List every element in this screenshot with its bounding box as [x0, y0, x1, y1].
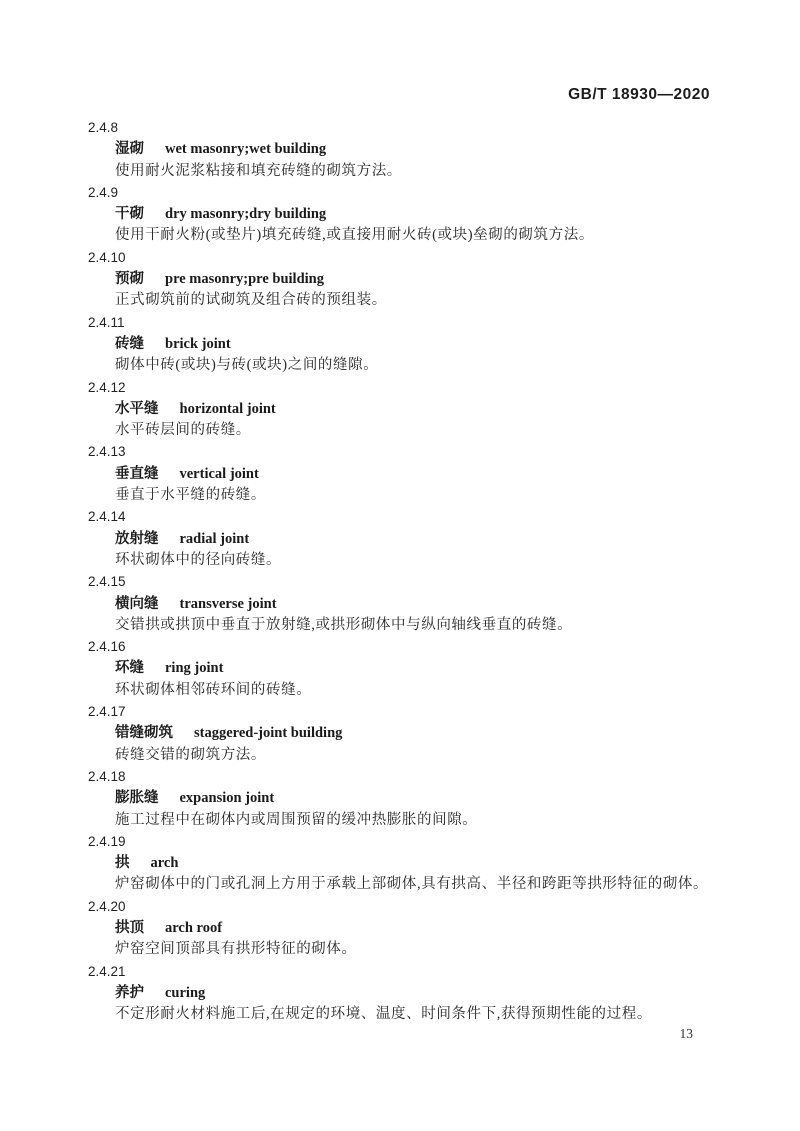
- term-line: [88, 982, 716, 1004]
- term-chinese: 拱顶: [115, 919, 144, 936]
- term-entry: [88, 636, 716, 701]
- term-english: transverse joint: [179, 595, 277, 612]
- term-definition: 施工过程中在砌体内或周围预留的缓冲热膨胀的间隙。: [115, 811, 478, 828]
- term-definition: 炉窑砌体中的门或孔洞上方用于承载上部砌体,具有拱高、半径和跨距等拱形特征的砌体。: [115, 876, 709, 893]
- term-definition: 正式砌筑前的试砌筑及组合砖的预组装。: [115, 292, 387, 309]
- term-line: [88, 657, 716, 679]
- term-chinese: 拱: [115, 855, 130, 872]
- term-english: ring joint: [165, 660, 224, 677]
- term-line: [88, 333, 716, 355]
- term-entry: [88, 831, 716, 896]
- term-number: 2.4.21: [88, 963, 126, 979]
- term-english: curing: [165, 984, 206, 1001]
- term-line: [88, 593, 716, 615]
- term-english: dry masonry;dry building: [165, 206, 327, 223]
- term-chinese: 膨胀缝: [115, 790, 159, 807]
- term-definition: 垂直于水平缝的砖缝。: [115, 487, 266, 504]
- term-definition: 使用耐火泥浆粘接和填充砖缝的砌筑方法。: [115, 162, 402, 179]
- term-entry: [88, 766, 716, 831]
- term-english: pre masonry;pre building: [165, 271, 324, 288]
- term-entry: [88, 312, 716, 377]
- term-number: 2.4.12: [88, 379, 126, 395]
- term-number: 2.4.15: [88, 574, 126, 590]
- term-number: 2.4.16: [88, 639, 126, 655]
- term-entry: [88, 896, 716, 961]
- term-number: 2.4.17: [88, 704, 126, 720]
- term-entry: [88, 506, 716, 571]
- term-line: [88, 268, 716, 290]
- term-chinese: 环缝: [115, 660, 144, 677]
- term-number: 2.4.8: [88, 120, 119, 135]
- term-chinese: 砖缝: [115, 335, 144, 352]
- term-entry: [88, 961, 716, 1026]
- term-english: vertical joint: [179, 465, 259, 482]
- term-definition: 使用干耐火粉(或垫片)填充砖缝,或直接用耐火砖(或块)垒砌的砌筑方法。: [115, 227, 594, 244]
- term-number: 2.4.20: [88, 898, 126, 914]
- term-definition: 不定形耐火材料施工后,在规定的环境、温度、时间条件下,获得预期性能的过程。: [115, 1006, 652, 1023]
- term-line: [88, 722, 716, 744]
- term-line: [88, 138, 716, 160]
- term-number: 2.4.11: [88, 314, 125, 330]
- term-definition: 水平砖层间的砖缝。: [115, 422, 251, 439]
- terms-list: [88, 117, 716, 1025]
- term-number: 2.4.18: [88, 768, 126, 784]
- term-entry: [88, 701, 716, 766]
- term-chinese: 横向缝: [115, 595, 159, 612]
- term-chinese: 干砌: [115, 206, 144, 223]
- term-entry: [88, 571, 716, 636]
- standard-code-header: GB/T 18930—2020: [568, 86, 710, 103]
- term-number: 2.4.14: [88, 509, 126, 525]
- term-line: [88, 463, 716, 485]
- term-chinese: 放射缝: [115, 530, 159, 547]
- page-number: 13: [679, 1026, 693, 1041]
- term-number: 2.4.19: [88, 833, 126, 849]
- term-number: 2.4.10: [88, 249, 126, 265]
- term-chinese: 养护: [115, 984, 144, 1001]
- term-line: [88, 852, 716, 874]
- term-line: [88, 398, 716, 420]
- term-english: radial joint: [179, 530, 250, 547]
- term-entry: [88, 377, 716, 442]
- term-definition: 交错拱或拱顶中垂直于放射缝,或拱形砌体中与纵向轴线垂直的砖缝。: [115, 616, 573, 633]
- term-chinese: 预砌: [115, 271, 144, 288]
- term-english: expansion joint: [179, 790, 275, 807]
- term-definition: 环状砌体中的径向砖缝。: [115, 551, 282, 568]
- term-english: brick joint: [165, 335, 231, 352]
- term-definition: 砌体中砖(或块)与砖(或块)之间的缝隙。: [115, 357, 379, 374]
- term-english: arch: [150, 855, 179, 872]
- term-entry: [88, 441, 716, 506]
- term-definition: 砖缝交错的砌筑方法。: [115, 746, 266, 763]
- term-english: staggered-joint building: [194, 725, 343, 742]
- term-number: 2.4.13: [88, 444, 126, 460]
- term-english: arch roof: [165, 919, 223, 936]
- term-line: [88, 917, 716, 939]
- term-chinese: 水平缝: [115, 400, 159, 417]
- term-chinese: 垂直缝: [115, 465, 159, 482]
- term-line: [88, 203, 716, 225]
- term-line: [88, 787, 716, 809]
- term-chinese: 湿砌: [115, 141, 144, 158]
- term-entry: [88, 247, 716, 312]
- term-english: horizontal joint: [179, 400, 276, 417]
- term-entry: [88, 182, 716, 247]
- term-entry: [88, 117, 716, 182]
- term-chinese: 错缝砌筑: [115, 725, 173, 742]
- term-definition: 炉窑空间顶部具有拱形特征的砌体。: [115, 941, 357, 958]
- term-english: wet masonry;wet building: [165, 141, 327, 158]
- term-definition: 环状砌体相邻砖环间的砖缝。: [115, 681, 312, 698]
- term-number: 2.4.9: [88, 184, 119, 200]
- term-line: [88, 528, 716, 550]
